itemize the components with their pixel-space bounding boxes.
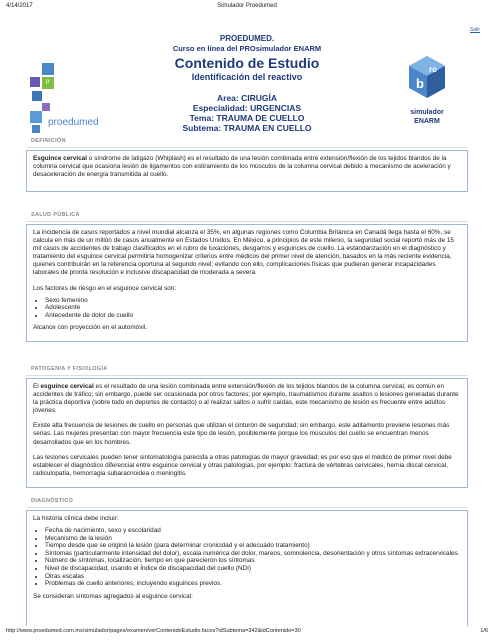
section-divider [26,507,468,508]
page-subtitle: Identificación del reactivo [191,72,303,82]
section-salud-publica [26,224,468,342]
patogenia-keyword: esguince cervical [40,383,94,390]
list-item: • Número de síntomas, localización, tiempo en que parecieron los síntomas [45,557,461,565]
tema-label: Tema: TRAUMA DE CUELLO [189,113,305,123]
logo-enarm-text: ENARM [414,118,440,125]
patogenia-paragraph-2: Existe alta frecuencia de lesiones de cuello en personas que utilizan el cinturón de seguridad; sin embargo, este aditamento previene lesiones más serias. Las mujeres presentan con mayor frecuencia este tipo de lesión, posiblemente porque los músculos del cuello se encuentran menos desarrollados que en los hombres. [33,422,450,446]
logo-ro-glyph: ro [429,65,437,74]
salir-link[interactable]: Salir [469,27,480,33]
print-footer [6,628,488,637]
svg-text:p: p [46,79,50,85]
section-definicion [26,150,468,192]
list-item: • Sexo femenino [45,297,461,305]
list-item: • Tiempo desde que se originó la lesión (para determinar cronicidad y el adecuado tratamiento) [45,542,461,550]
subtema-label: Subtema: TRAUMA EN CUELLO [182,123,312,133]
section-diagnostico [26,510,468,626]
page-title: Contenido de Estudio [174,55,320,71]
patogenia-prefix: El [33,383,41,390]
patogenia-body: es el resultado de una lesión combinada entre extensión/flexión de los tejidos blandos de la columna cervical, es común en accidentes de tráfico; sin embargo, puede ser ocasionada por otros factores; por ejemplo, traumatismos durante asaltos o lesiones generadas durante la práctica deportiva (sobre todo en deportes de contacto) o al realizar saltos o sufrir caídas, este mecanismo de lesión es frecuente entre adultos jóvenes. [33,383,459,415]
risk-factor-list [33,297,461,320]
section-title-salud: SALUD PÚBLICA [31,212,80,218]
section-title-definicion: DEFINICIÓN [31,138,66,144]
diagnostico-paragraph-2: Se consideran síntomas agregados al esguince cervical: [33,592,193,600]
historia-clinica-list [33,527,461,588]
page-number: 1/6 [480,628,488,634]
print-date: 4/14/2017 [6,3,33,9]
logo-simulador-text: simulador [410,109,444,116]
list-item: • Adolescente [45,304,461,312]
section-divider [26,375,468,376]
footer-url: http://www.proedumed.com.mx/simulador/pages/examen/verContenidoEstudio.faces?idSubtema=342&idContenido=30 [6,628,301,634]
list-item: • Problemas de cuello anteriores, incluyendo esguinces previos. [45,580,461,588]
list-item: • Síntomas (particularmente intensidad del dolor), escala numérica del dolor, mareos, somnolencia, desorientación y otros síntomas extracervicales. [45,550,461,558]
area-label: Area: CIRUGÍA [217,93,277,103]
logo-b-glyph: b [416,76,424,91]
especialidad-label: Especialidad: URGENCIAS [192,103,302,113]
definicion-body: o síndrome de latigazo (Whiplash) es el resultado de una lesión combinada entre extensión/flexión de los tejidos blandos de la columna cervical que ocasiona lesión de ligamentos con estiramiento de los músculos de la columna cervical debido a mecanismo de aceleración y desaceleración de energía transmitida al cuello. [33,155,451,179]
simulador-cube-icon [407,54,447,102]
patogenia-paragraph-1 [33,383,461,415]
section-title-patogenia: PATOGENIA Y FISIOLOGÍA [31,366,108,372]
list-item: • Mecanismo de la lesión [45,535,461,543]
section-divider [26,221,468,222]
patogenia-paragraph-3: Las lesiones cervicales pueden tener sintomatología parecida a otras patologías de mayor gravedad; es por eso que el médico de primer nivel debe establecer el diagnóstico diferencial entre esguince cervical y otras patologías, por ejemplo: fractura de vértebras cervicales, hernia discal cervical, radiculopatía, hemorragia subaracnoidea o meningitis. [33,453,452,477]
list-item: • Nivel de discapacidad, usando el Índice de discapacidad del cuello (NDI) [45,565,461,573]
course-name: Curso en línea del PROsimulador ENARM [172,44,322,53]
print-header [6,3,488,13]
simulador-enarm-logo [402,54,452,134]
org-name: PROEDUMED. [219,34,275,43]
diagnostico-paragraph-1: La historia clínica debe incluir: [33,515,119,522]
list-item: • Fecha de nacimiento, sexo y escolaridad [45,527,461,535]
definicion-text [33,155,461,179]
proedumed-wordmark: proedumed [48,117,99,128]
salud-paragraph-3: Alcance con proyección en el automóvil. [33,324,148,332]
print-title: Simulador Proedumed [217,3,277,9]
section-divider [26,147,468,148]
definicion-keyword: Esguince cervical [33,155,87,162]
salud-paragraph-1: La incidencia de casos reportados a nivel mundial alcanza el 35%, en algunas regiones como Columbia Británica en Canadá llega hasta el 60%, se calcula en más de un millón de casos anualmente en Estados Unidos. En México, a principios de este milenio, la seguridad social reportó más de 15 mil casos de accidentes de trabajo clasificados en el rubro de luxaciones, desgarros y esguinces de cuello. La estandarización en el diagnóstico y tratamiento del esguince cervical permitiría homogenizar criterios entre médicos del primer nivel de atención, basados en la más reciente evidencia, quienes contribuirán en la referencia oportuna al segundo nivel; evitando con ello, complicaciones físicas que pudieran generar incapacidades laborales de pronta resolución e inclusive discapacidad de moderada a severa. [33,229,454,277]
page-header [0,34,494,144]
section-title-diagnostico: DIAGNÓSTICO [31,498,74,504]
section-patogenia [26,378,468,488]
salud-paragraph-2: Los factores de riesgo en el esguince cervical son: [33,284,177,292]
list-item: • Otras escalas [45,573,461,581]
list-item: • Antecedente de dolor de cuello [45,312,461,320]
